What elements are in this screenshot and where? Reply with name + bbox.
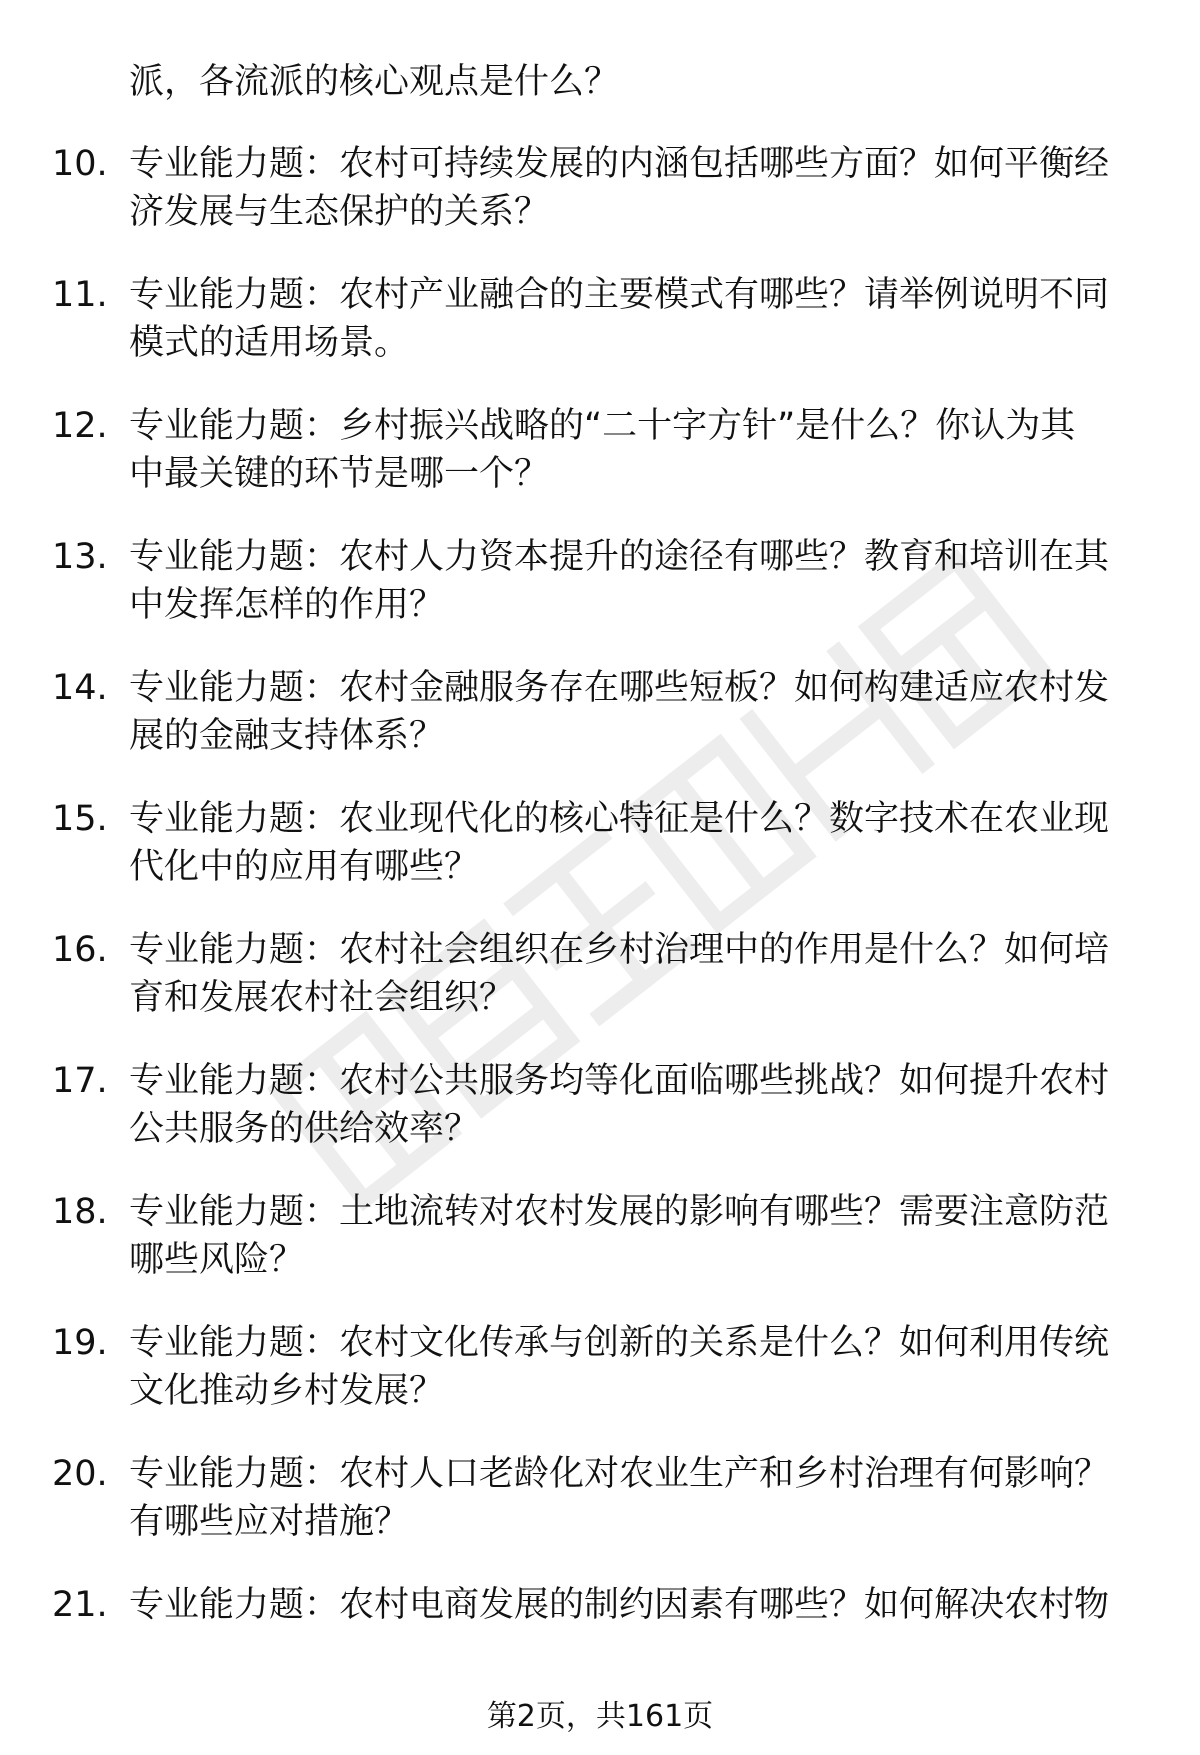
item-text-line: 专业能力题：农村公共服务均等化面临哪些挑战？如何提升农村 <box>129 1061 1110 1101</box>
item-text-line: 专业能力题：农村人口老龄化对农业生产和乡村治理有何影响？ <box>129 1454 1110 1494</box>
item-text <box>129 1581 1149 1629</box>
list-item <box>0 402 1200 512</box>
list-item <box>0 664 1200 774</box>
item-text <box>129 271 1149 367</box>
item-text-line: 中最关键的环节是哪一个？ <box>129 454 550 494</box>
item-text <box>129 664 1149 760</box>
item-text-line: 专业能力题：乡村振兴战略的“二十字方针”是什么？你认为其 <box>129 406 1076 446</box>
item-text <box>129 1319 1149 1415</box>
item-number: 11. <box>52 275 108 315</box>
list-item <box>0 1319 1200 1429</box>
item-text <box>129 1057 1149 1153</box>
item-text <box>129 1188 1149 1284</box>
list-item <box>0 533 1200 643</box>
item-number: 21. <box>52 1585 108 1625</box>
item-text-line: 模式的适用场景。 <box>129 323 410 363</box>
list-item <box>0 1057 1200 1167</box>
list-item <box>0 926 1200 1036</box>
list-item <box>0 1450 1200 1560</box>
item-text-line: 专业能力题：农村产业融合的主要模式有哪些？请举例说明不同 <box>129 275 1110 315</box>
item-text <box>129 795 1149 891</box>
item-text <box>129 533 1149 629</box>
list-item <box>0 140 1200 250</box>
item-number: 16. <box>52 930 108 970</box>
item-text-line: 育和发展农村社会组织？ <box>129 978 515 1018</box>
item-text-line: 专业能力题：土地流转对农村发展的影响有哪些？需要注意防范 <box>129 1192 1110 1232</box>
item-number: 17. <box>52 1061 108 1101</box>
item-text <box>129 402 1149 498</box>
list-item <box>0 1581 1200 1691</box>
list-item <box>0 1188 1200 1298</box>
item-text-line: 专业能力题：农村金融服务存在哪些短板？如何构建适应农村发 <box>129 668 1110 708</box>
item-text-line: 专业能力题：农村电商发展的制约因素有哪些？如何解决农村物 <box>129 1585 1110 1625</box>
continuation-text: 派，各流派的核心观点是什么？ <box>129 62 620 102</box>
item-text <box>129 926 1149 1022</box>
item-text-line: 公共服务的供给效率？ <box>129 1109 480 1149</box>
item-text-line: 专业能力题：农村人力资本提升的途径有哪些？教育和培训在其 <box>129 537 1110 577</box>
item-text-line: 专业能力题：农村可持续发展的内涵包括哪些方面？如何平衡经 <box>129 144 1110 184</box>
item-text-line: 代化中的应用有哪些？ <box>129 847 480 887</box>
item-number: 19. <box>52 1323 108 1363</box>
item-number: 20. <box>52 1454 108 1494</box>
item-number: 12. <box>52 406 108 446</box>
item-text-line: 专业能力题：农村文化传承与创新的关系是什么？如何利用传统 <box>129 1323 1110 1363</box>
item-text-line: 展的金融支持体系？ <box>129 716 445 756</box>
item-number: 18. <box>52 1192 108 1232</box>
item-number: 14. <box>52 668 108 708</box>
item-number: 10. <box>52 144 108 184</box>
item-text-line: 有哪些应对措施？ <box>129 1502 410 1542</box>
item-text-line: 哪些风险？ <box>129 1240 305 1280</box>
item-number: 15. <box>52 799 108 839</box>
item-text-line: 专业能力题：农村社会组织在乡村治理中的作用是什么？如何培 <box>129 930 1110 970</box>
item-text <box>129 140 1149 236</box>
list-item <box>0 271 1200 381</box>
item-text-line: 文化推动乡村发展？ <box>129 1371 445 1411</box>
item-text-line: 济发展与生态保护的关系？ <box>129 192 550 232</box>
list-item <box>0 795 1200 905</box>
item-text-line: 中发挥怎样的作用？ <box>129 585 445 625</box>
item-text <box>129 1450 1149 1546</box>
item-number: 13. <box>52 537 108 577</box>
item-text-line: 专业能力题：农业现代化的核心特征是什么？数字技术在农业现 <box>129 799 1110 839</box>
page-footer: 第2页，共161页 <box>486 1699 714 1734</box>
